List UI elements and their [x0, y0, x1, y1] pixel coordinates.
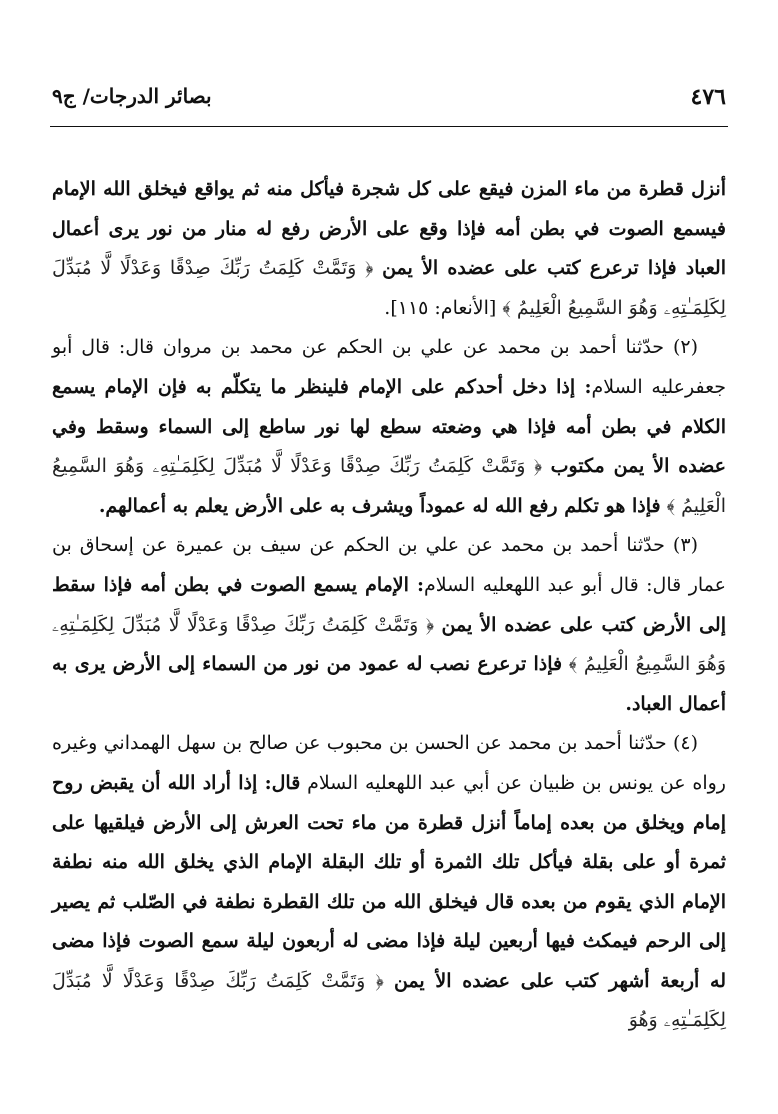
page-number: ٤٧٦	[690, 84, 726, 110]
quran-verse: ﴿ وَتَمَّتْ كَلِمَتُ رَبِّكَ صِدْقًا وَعَدْلًا لَّا مُبَدِّلَ لِكَلِمَـٰتِهِۦ وَهُوَ	[52, 969, 726, 1032]
hadith-text: أنزل قطرة من ماء المزن فيقع على كل شجرة فيأكل منه ثم يواقع فيخلق الله الإمام فيسمع الصوت في بطن أمه فإذا وقع على الأرض رفع له منار من نور يرى أعمال العباد فإذا ترعرع كتب على عضده الأ يمن	[52, 178, 726, 280]
honorific: عليه السلام	[307, 771, 397, 794]
book-title: بصائر الدرجات/ ج٩	[52, 84, 212, 108]
honorific: عليه السلام	[591, 375, 685, 398]
hadith-text: فإذا ترعرع نصب له عمود من نور من السماء إلى الأرض يرى به أعمال العباد.	[52, 653, 726, 715]
running-head	[52, 84, 726, 118]
hadith-4	[52, 724, 726, 1041]
paragraph-continuation	[52, 170, 726, 328]
main-text	[52, 170, 726, 1041]
quran-verse: ﴿ وَتَمَّتْ كَلِمَتُ رَبِّكَ صِدْقًا وَعَدْلًا لَّا مُبَدِّلَ لِكَلِمَـٰتِهِۦ وَهُوَ السَّمِيعُ الْعَلِيمُ ﴾	[52, 257, 726, 319]
isnad-chain: (٣) حدّثنا أحمد بن محمد عن علي بن الحكم عن سيف بن عميرة عن إسحاق بن عمار قال: قال أبو عبد الله	[52, 534, 726, 596]
hadith-2	[52, 328, 726, 526]
verse-citation: [الأنعام: ١١٥].	[384, 296, 497, 319]
hadith-3	[52, 526, 726, 724]
hadith-text: فإذا هو تكلم رفع الله له عموداً ويشرف به على الأرض يعلم به أعمالهم.	[98, 494, 661, 517]
honorific: عليه السلام	[424, 573, 514, 596]
quran-verse: ﴿ وَتَمَّتْ كَلِمَتُ رَبِّكَ صِدْقًا وَعَدْلًا لَّا مُبَدِّلَ لِكَلِمَـٰتِهِۦ وَهُوَ السَّمِيعُ الْعَلِيمُ ﴾	[52, 613, 727, 676]
hadith-text: قال: إذا أراد الله أن يقبض روح إمام ويخلق من بعده إماماً أنزل قطرة من ماء تحت العرش إلى الأرض فيلقيها على ثمرة أو على بقلة فيأكل تلك الثمرة أو تلك البقلة الإمام الذي يخلق الله منه نطفة الإمام الذي يقوم من بعده قال فيخلق الله من تلك القطرة نطفة في الصّلب ثم يصير إلى الرحم فيمكث فيها أربعين ليلة فإذا مضى له أربعون ليلة سمع الصوت فإذا مضى له أربعة أشهر كتب على عضده الأ يمن	[52, 771, 727, 992]
hadith-text: : إذا دخل أحدكم على الإمام فلينظر ما يتكلّم به فإن الإمام يسمع الكلام في بطن أمه فإذا هي وضعته سطع لها نور ساطع إلى السماء وسقط وفي عضده الأ يمن مكتوب	[52, 375, 726, 478]
quran-verse: ﴿ وَتَمَّتْ كَلِمَتُ رَبِّكَ صِدْقًا وَعَدْلًا لَّا مُبَدِّلَ لِكَلِمَـٰتِهِۦ وَهُوَ السَّمِيعُ الْعَلِيمُ ﴾	[52, 455, 726, 517]
hadith-text: : الإمام يسمع الصوت في بطن أمه فإذا سقط إلى الأرض كتب على عضده الأ يمن	[52, 573, 726, 636]
isnad-chain: (٢) حدّثنا أحمد بن محمد عن علي بن الحكم عن محمد بن مروان قال: قال أبو جعفر	[52, 336, 726, 398]
isnad-chain: (٤) حدّثنا أحمد بن محمد عن الحسن بن محبوب عن صالح بن سهل الهمداني وغيره رواه عن يونس بن ظبيان عن أبي عبد الله	[52, 732, 726, 794]
header-rule	[50, 126, 728, 127]
